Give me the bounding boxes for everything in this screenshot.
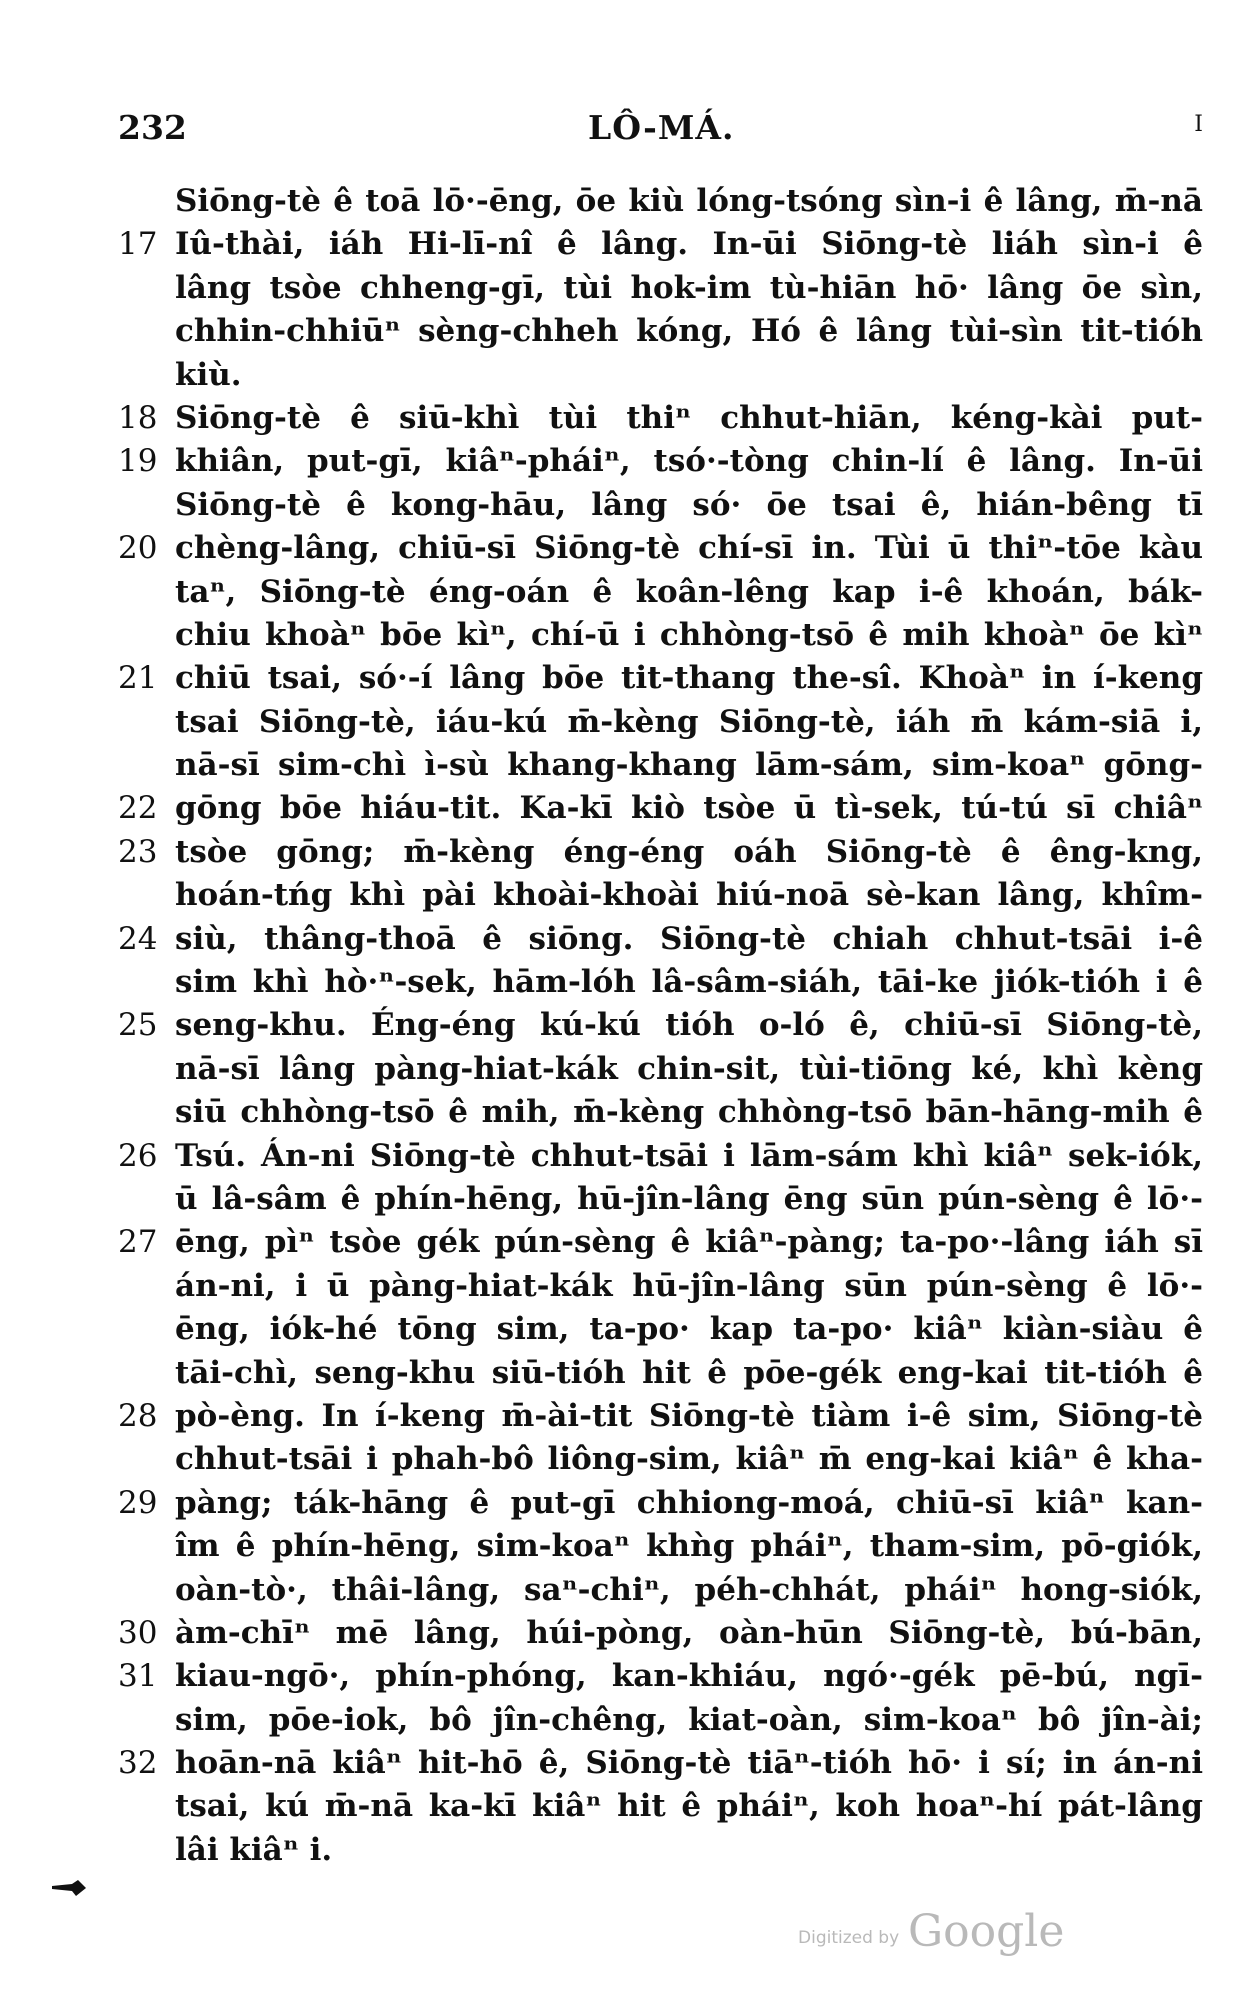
- line-text: siù, thâng-thoā ê siōng. Siōng-tè chiah chhut-tsāi i-ê: [175, 920, 1203, 957]
- line-text: nā-sī lâng pàng-hiat-kák chin-sit, tùi-tiōng ké, khì kèng: [175, 1050, 1203, 1087]
- line-text: Tsú. Án-ni Siōng-tè chhut-tsāi i lām-sám khì kiâⁿ sek-iók,: [175, 1137, 1203, 1174]
- line-text: khiân, put-gī, kiâⁿ-pháiⁿ, tsó·-tòng chin-lí ê lâng. In-ūi: [175, 443, 1203, 480]
- line-text: ū lâ-sâm ê phín-hēng, hū-jîn-lâng ēng sūn pún-sèng ê lō·-: [175, 1180, 1203, 1217]
- line-text: oàn-tò·, thâi-lâng, saⁿ-chiⁿ, péh-chhát, pháiⁿ hong-siók,: [175, 1571, 1203, 1608]
- body-text: [118, 180, 1203, 1872]
- text-line: [118, 180, 1203, 223]
- text-line: [118, 1265, 1203, 1308]
- verse-number: 25: [118, 1007, 158, 1044]
- text-line: [118, 1655, 1203, 1698]
- line-text: tsai, kú m̄-nā ka-kī kiâⁿ hit ê pháiⁿ, koh hoaⁿ-hí pát-lâng: [175, 1788, 1203, 1825]
- text-line: [118, 1742, 1203, 1785]
- text-line: [118, 1569, 1203, 1612]
- line-text: seng-khu. Éng-éng kú-kú tióh o-ló ê, chiū-sī Siōng-tè,: [175, 1007, 1203, 1044]
- line-text: Siōng-tè ê kong-hāu, lâng só· ōe tsai ê, hián-bêng tī: [175, 486, 1203, 523]
- line-text: ēng, pìⁿ tsòe gék pún-sèng ê kiâⁿ-pàng; ta-po·-lâng iáh sī: [175, 1224, 1203, 1261]
- text-line: [118, 440, 1203, 483]
- line-text: sim, pōe-iok, bô jîn-chêng, kiat-oàn, sim-koaⁿ bô jîn-ài;: [175, 1701, 1203, 1738]
- text-line: [118, 961, 1203, 1004]
- line-text: gōng bōe hiáu-tit. Ka-kī kiò tsòe ū tì-sek, tú-tú sī chiâⁿ: [175, 790, 1203, 827]
- text-line: [118, 223, 1203, 266]
- text-line: [118, 267, 1203, 310]
- text-line: [118, 1221, 1203, 1264]
- line-text: chhut-tsāi i phah-bô liông-sim, kiâⁿ m̄ eng-kai kiâⁿ ê kha-: [175, 1441, 1203, 1478]
- line-text: kiau-ngō·, phín-phóng, kan-khiáu, ngó·-gék pē-bú, ngī-: [175, 1658, 1203, 1695]
- line-text: hoán-tńg khì pài khoài-khoài hiú-noā sè-kan lâng, khîm-: [175, 877, 1203, 914]
- watermark-digitized-text: Digitized by: [798, 1928, 900, 1948]
- hand-pointer-icon: [52, 1880, 86, 1896]
- verse-number: 23: [118, 833, 158, 870]
- digitization-watermark: [798, 1906, 1068, 1966]
- verse-number: 27: [118, 1224, 158, 1261]
- line-text: kiù.: [175, 356, 242, 393]
- line-text: hoān-nā kiâⁿ hit-hō ê, Siōng-tè tiāⁿ-tióh hō· i sí; in án-ni: [175, 1745, 1203, 1782]
- line-text: taⁿ, Siōng-tè éng-oán ê koân-lêng kap i-ê khoán, bák-: [175, 573, 1203, 610]
- text-line: [118, 701, 1203, 744]
- text-line: [118, 831, 1203, 874]
- text-line: [118, 310, 1203, 353]
- watermark-brand-logo: Google: [908, 1906, 1065, 1957]
- text-line: [118, 1395, 1203, 1438]
- line-text: pò-èng. In í-keng m̄-ài-tit Siōng-tè tiàm i-ê sim, Siōng-tè: [175, 1397, 1203, 1434]
- line-text: nā-sī sim-chì ì-sù khang-khang lām-sám, sim-koaⁿ gōng-: [175, 747, 1203, 784]
- line-text: chiū tsai, só·-í lâng bōe tit-thang the-sî. Khoàⁿ in í-keng: [175, 660, 1203, 697]
- line-text: chiu khoàⁿ bōe kìⁿ, chí-ū i chhòng-tsō ê mih khoàⁿ ōe kìⁿ: [175, 616, 1203, 653]
- line-text: Siōng-tè ê siū-khì tùi thiⁿ chhut-hiān, kéng-kài put-: [175, 399, 1203, 436]
- running-title: LÔ-MÁ.: [588, 108, 735, 147]
- text-line: [118, 571, 1203, 614]
- text-line: [118, 1699, 1203, 1742]
- verse-number: 28: [118, 1397, 158, 1434]
- line-text: tsòe gōng; m̄-kèng éng-éng oáh Siōng-tè ê êng-kng,: [175, 833, 1203, 870]
- line-text: sim khì hò·ⁿ-sek, hām-lóh lâ-sâm-siáh, tāi-ke jiók-tióh i ê: [175, 964, 1203, 1001]
- line-text: îm ê phín-hēng, sim-koaⁿ khǹg pháiⁿ, tham-sim, pō-giók,: [175, 1528, 1203, 1565]
- verse-number: 26: [118, 1137, 158, 1174]
- verse-number: 24: [118, 920, 158, 957]
- signature-mark: I: [1194, 112, 1203, 137]
- text-line: [118, 918, 1203, 961]
- text-line: [118, 1178, 1203, 1221]
- line-text: tsai Siōng-tè, iáu-kú m̄-kèng Siōng-tè, iáh m̄ kám-siā i,: [175, 703, 1203, 740]
- text-line: [118, 1352, 1203, 1395]
- line-text: chèng-lâng, chiū-sī Siōng-tè chí-sī in. Tùi ū thiⁿ-tōe kàu: [175, 530, 1203, 567]
- verse-number: 17: [118, 226, 158, 263]
- line-text: ēng, iók-hé tōng sim, ta-po· kap ta-po· kiâⁿ kiàn-siàu ê: [175, 1311, 1203, 1348]
- text-line: [118, 1048, 1203, 1091]
- text-line: [118, 614, 1203, 657]
- text-line: [118, 1308, 1203, 1351]
- text-line: [118, 1525, 1203, 1568]
- text-line: [118, 354, 1203, 397]
- text-line: [118, 1135, 1203, 1178]
- text-line: [118, 397, 1203, 440]
- text-line: [118, 1612, 1203, 1655]
- text-line: [118, 874, 1203, 917]
- line-text: siū chhòng-tsō ê mih, m̄-kèng chhòng-tsō bān-hāng-mih ê: [175, 1094, 1203, 1131]
- line-text: pàng; ták-hāng ê put-gī chhiong-moá, chiū-sī kiâⁿ kan-: [175, 1484, 1203, 1521]
- line-text: tāi-chì, seng-khu siū-tióh hit ê pōe-gék eng-kai tit-tióh ê: [175, 1354, 1203, 1391]
- text-line: [118, 1482, 1203, 1525]
- text-line: [118, 484, 1203, 527]
- page-number: 232: [118, 108, 187, 147]
- verse-number: 31: [118, 1658, 158, 1695]
- line-text: lâng tsòe chheng-gī, tùi hok-im tù-hiān hō· lâng ōe sìn,: [175, 269, 1203, 306]
- text-line: [118, 657, 1203, 700]
- line-text: chhin-chhiūⁿ sèng-chheh kóng, Hó ê lâng tùi-sìn tit-tióh: [175, 313, 1203, 350]
- verse-number: 20: [118, 530, 158, 567]
- line-text: án-ni, i ū pàng-hiat-kák hū-jîn-lâng sūn pún-sèng ê lō·-: [175, 1267, 1203, 1304]
- line-text: Siōng-tè ê toā lō·-ēng, ōe kiù lóng-tsóng sìn-i ê lâng, m̄-nā: [175, 183, 1203, 219]
- line-text: àm-chīⁿ mē lâng, húi-pòng, oàn-hūn Siōng-tè, bú-bān,: [175, 1614, 1203, 1651]
- text-line: [118, 1091, 1203, 1134]
- line-text: lâi kiâⁿ i.: [175, 1831, 333, 1868]
- page-header: [118, 108, 1203, 158]
- text-line: [118, 1785, 1203, 1828]
- text-line: [118, 527, 1203, 570]
- line-text: Iû-thài, iáh Hi-lī-nî ê lâng. In-ūi Siōng-tè liáh sìn-i ê: [175, 226, 1203, 263]
- text-line: [118, 1829, 1203, 1872]
- verse-number: 29: [118, 1484, 158, 1521]
- verse-number: 22: [118, 790, 158, 827]
- verse-number: 32: [118, 1745, 158, 1782]
- verse-number: 30: [118, 1614, 158, 1651]
- text-line: [118, 1438, 1203, 1481]
- text-line: [118, 1004, 1203, 1047]
- verse-number: 18: [118, 399, 158, 436]
- text-line: [118, 744, 1203, 787]
- text-line: [118, 787, 1203, 830]
- verse-number: 19: [118, 443, 158, 480]
- verse-number: 21: [118, 660, 158, 697]
